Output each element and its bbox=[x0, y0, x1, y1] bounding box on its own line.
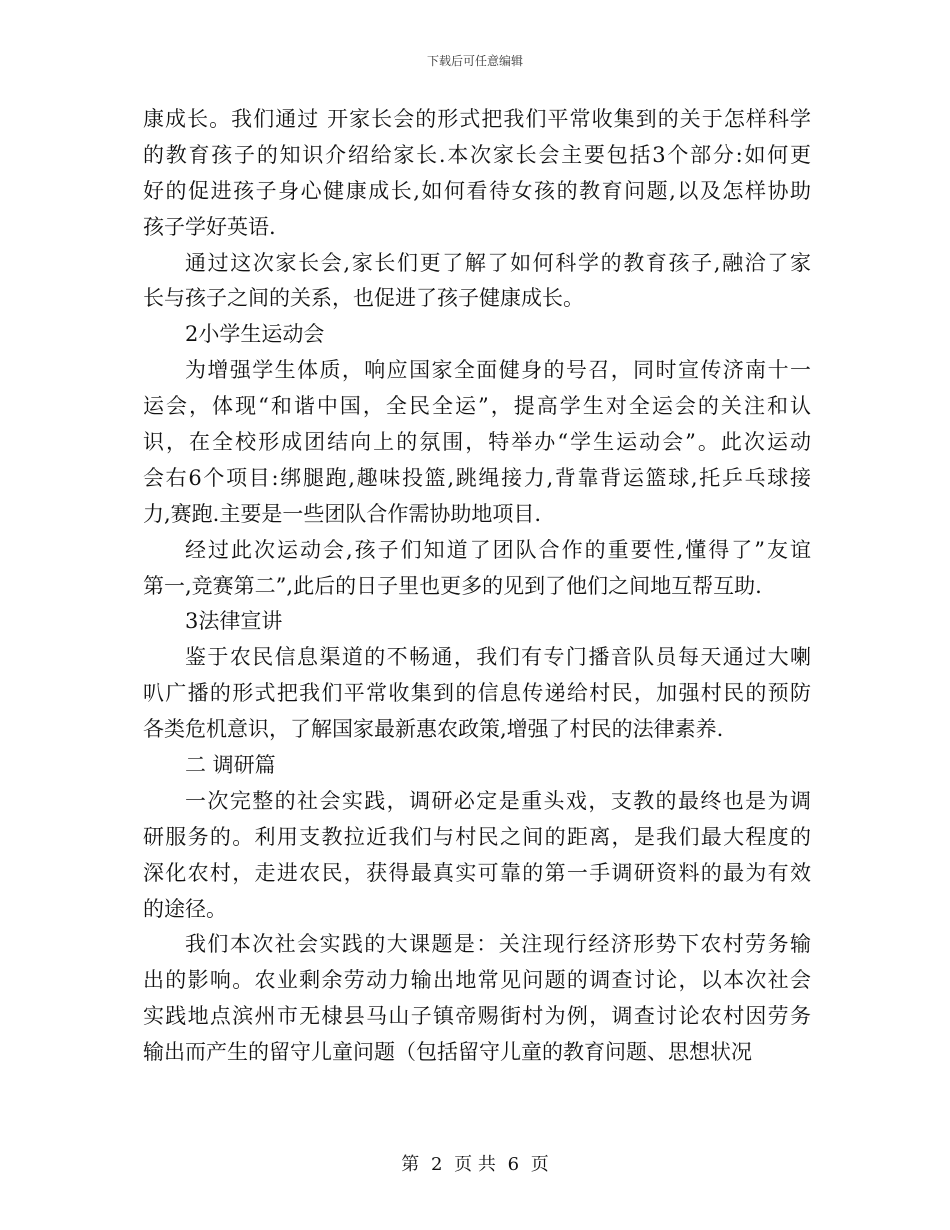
footer-total-pages: 6 bbox=[507, 1154, 520, 1175]
text-line: 的途径。 bbox=[143, 896, 227, 921]
page-header: 下载后可任意编辑 bbox=[426, 54, 523, 68]
text-line: 叭广播的形式把我们平常收集到的信息传递给村民，加强村民的预防 bbox=[143, 681, 811, 706]
text-line: 出的影响。农业剩余劳动力输出地常见问题的调查讨论，以本次社会 bbox=[143, 968, 811, 993]
text-line: 会右6个项目:绑腿跑,趣味投篮,跳绳接力,背靠背运篮球,托乒乓球接 bbox=[143, 465, 811, 490]
text-line: 鉴于农民信息渠道的不畅通，我们有专门播音队员每天通过大喇 bbox=[185, 645, 811, 670]
text-line: 识，在全校形成团结向上的氛围，特举办“学生运动会”。此次运动 bbox=[143, 430, 811, 455]
footer-middle: 页 共 bbox=[454, 1154, 496, 1175]
text-line: 为增强学生体质，响应国家全面健身的号召，同时宣传济南十一 bbox=[185, 358, 811, 383]
text-line: 的教育孩子的知识介绍给家长.本次家长会主要包括3个部分:如何更 bbox=[143, 142, 811, 167]
text-line: 力,赛跑.主要是一些团队合作需协助地项目. bbox=[143, 501, 542, 526]
document-body bbox=[143, 102, 811, 1071]
text-line: 好的促进孩子身心健康成长,如何看待女孩的教育问题,以及怎样协助 bbox=[143, 178, 811, 203]
text-line: 一次完整的社会实践，调研必定是重头戏，支教的最终也是为调 bbox=[185, 788, 811, 813]
text-line: 运会，体现“和谐中国，全民全运”，提高学生对全运会的关注和认 bbox=[143, 394, 811, 419]
text-line: 深化农村，走进农民，获得最真实可靠的第一手调研资料的最为有效 bbox=[143, 860, 811, 885]
text-line: 实践地点滨州市无棣县马山子镇帝赐街村为例，调查讨论农村因劳务 bbox=[143, 1004, 811, 1029]
text-line: 第一,竞赛第二”,此后的日子里也更多的见到了他们之间地互帮互助. bbox=[143, 573, 762, 598]
footer-prefix: 第 bbox=[401, 1154, 420, 1175]
text-line: 长与孩子之间的关系，也促进了孩子健康成长。 bbox=[143, 286, 584, 311]
text-line: 我们本次社会实践的大课题是：关注现行经济形势下农村劳务输 bbox=[185, 932, 811, 957]
text-line: 二 调研篇 bbox=[185, 753, 276, 778]
footer-suffix: 页 bbox=[530, 1154, 549, 1175]
text-line: 3法律宣讲 bbox=[185, 609, 283, 634]
text-line: 孩子学好英语. bbox=[143, 214, 276, 239]
text-line: 输出而产生的留守儿童问题（包括留守儿童的教育问题、思想状况 bbox=[143, 1040, 752, 1065]
text-line: 研服务的。利用支教拉近我们与村民之间的距离，是我们最大程度的 bbox=[143, 824, 811, 849]
text-line: 通过这次家长会,家长们更了解了如何科学的教育孩子,融洽了家 bbox=[185, 250, 811, 275]
page-footer bbox=[0, 1150, 950, 1176]
text-line: 康成长。我们通过 开家长会的形式把我们平常收集到的关于怎样科学 bbox=[143, 107, 811, 131]
text-line: 各类危机意识，了解国家最新惠农政策,增强了村民的法律素养. bbox=[143, 717, 724, 742]
text-line: 经过此次运动会,孩子们知道了团队合作的重要性,懂得了”友谊 bbox=[185, 537, 811, 562]
footer-page-number: 2 bbox=[430, 1154, 443, 1175]
text-line: 2小学生运动会 bbox=[185, 322, 325, 347]
